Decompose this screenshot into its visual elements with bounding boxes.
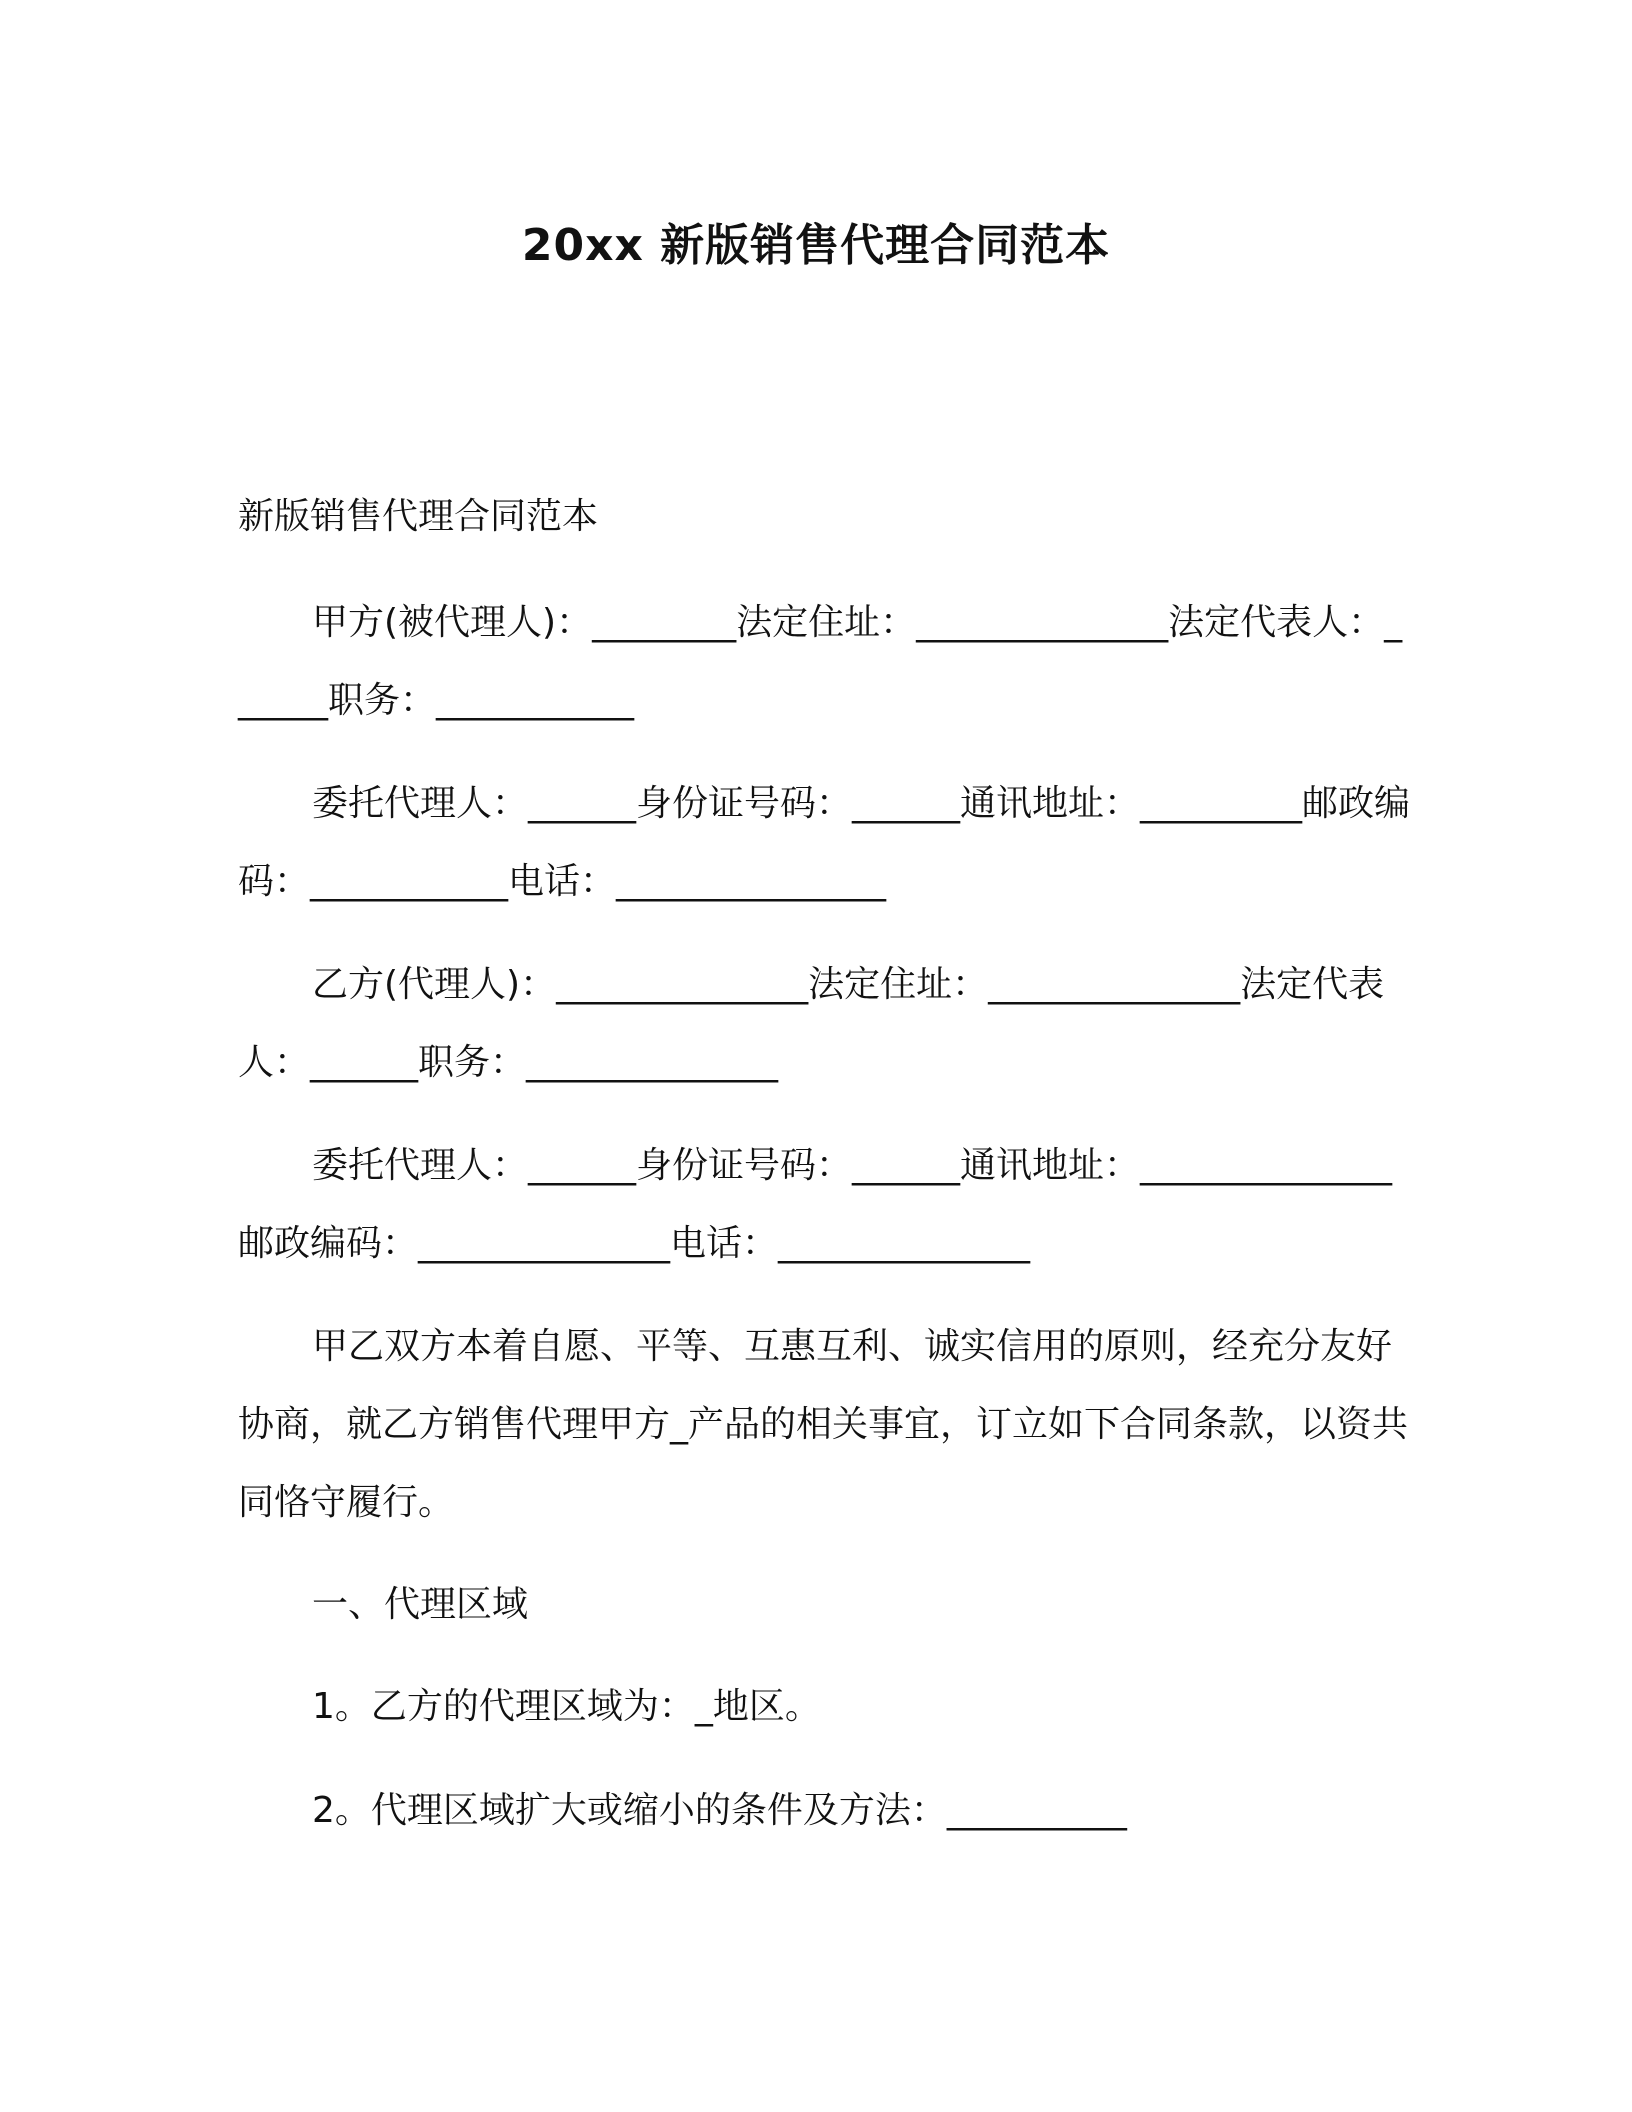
party-a-paragraph: 甲方(被代理人)：________法定住址：______________法定代表人：______职务：___________: [238, 602, 1403, 721]
party-b-agent-paragraph: 委托代理人：______身份证号码：______通讯地址：______________邮政编码：______________电话：______________: [238, 1145, 1393, 1264]
preamble-paragraph: 甲乙双方本着自愿、平等、互惠互利、诚实信用的原则，经充分友好协商，就乙方销售代理甲方_产品的相关事宜，订立如下合同条款，以资共同恪守履行。: [238, 1326, 1409, 1523]
document-title: 20xx 新版销售代理合同范本: [521, 220, 1111, 271]
clause-2: 2。代理区域扩大或缩小的条件及方法：__________: [312, 1790, 1127, 1831]
clause-1: 1。乙方的代理区域为：_地区。: [312, 1686, 821, 1727]
document-subtitle: 新版销售代理合同范本: [238, 496, 599, 537]
party-b-paragraph: 乙方(代理人)：______________法定住址：______________法定代表人：______职务：______________: [238, 964, 1385, 1083]
party-a-agent-paragraph: 委托代理人：______身份证号码：______通讯地址：_________邮政编码：___________电话：_______________: [238, 783, 1411, 902]
section-heading: 一、代理区域: [312, 1584, 529, 1625]
